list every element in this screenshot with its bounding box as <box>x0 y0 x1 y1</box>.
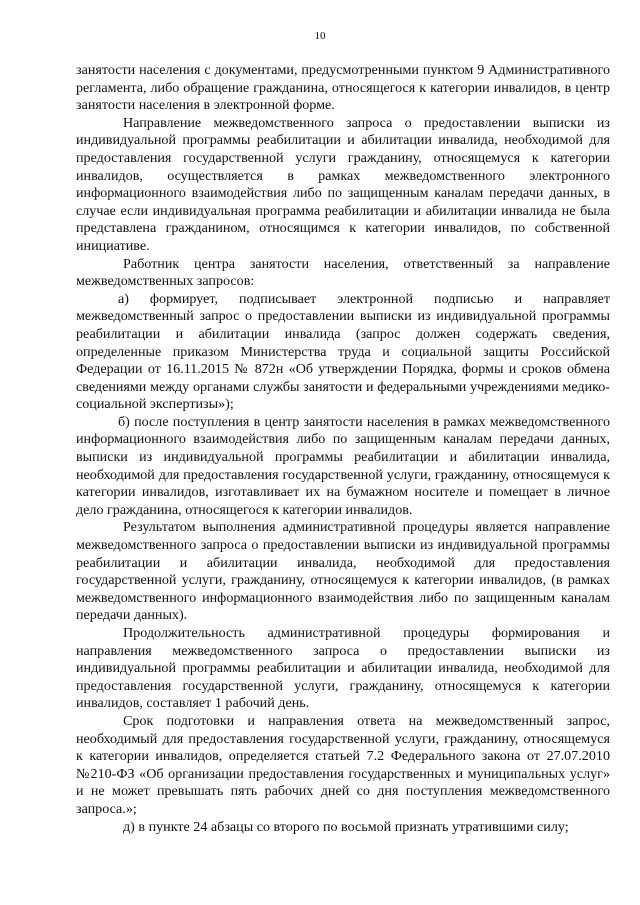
list-item-d: д) в пункте 24 абзацы со второго по восьмой признать утратившими силу; <box>123 818 569 835</box>
list-item-a: а) формирует, подписывает электронной подписью и направляет межведомственный запрос о предоставлении выписки из индивидуальной программы реабилитации и абилитации инвалида (запрос должен содержать сведения, определенные приказом Министерства труда и социальной защиты Российской Федерации от 16.11.2015 № 872н «Об утверждении Порядка, формы и сроков обмена сведениями между органами службы занятости и федеральными учреждениями медико-социальной экспертизы»); <box>76 290 610 413</box>
document-body <box>76 62 610 836</box>
paragraph-continuation: занятости населения с документами, предусмотренными пунктом 9 Административного регламента, либо обращение гражданина, относящегося к категории инвалидов, в центр занятости населения в электронной форме. <box>76 62 610 114</box>
paragraph-result: Результатом выполнения административной процедуры является направление межведомственного запроса о предоставлении выписки из индивидуальной программы реабилитации и абилитации инвалида, необходимой для предоставления государственной услуги, гражданину, относящемуся к категории инвалидов, (в рамках межведомственного информационного взаимодействия либо по защищенным каналам передачи данных). <box>76 519 610 624</box>
paragraph-response-deadline: Срок подготовки и направления ответа на межведомственный запрос, необходимый для предоставления государственной услуги, гражданину, относящемуся к категории инвалидов, определяется статьей 7.2 Федерального закона от 27.07.2010 №210-ФЗ «Об организации предоставления государственных и муниципальных услуг» и не может превышать пять рабочих дней со дня поступления межведомственного запроса.»; <box>76 712 610 817</box>
page-number: 10 <box>314 30 326 42</box>
paragraph-interagency-request: Направление межведомственного запроса о предоставлении выписки из индивидуальной программы реабилитации и абилитации инвалида, необходимой для предоставления государственной услуги гражданину, относящемуся к категории инвалидов, осуществляется в рамках межведомственного электронного информационного взаимодействия либо по защищенным каналам передачи данных, в случае если индивидуальная программа реабилитации и абилитации инвалида не была представлена гражданином, относящимся к категории инвалидов, по собственной инициативе. <box>76 114 610 254</box>
paragraph-duration: Продолжительность административной процедуры формирования и направления межведомственного запроса о предоставлении выписки из индивидуальной программы реабилитации и абилитации инвалида, необходимой для предоставления государственной услуги, гражданину, относящемуся к категории инвалидов, составляет 1 рабочий день. <box>76 625 610 712</box>
paragraph-responsible-employee: Работник центра занятости населения, ответственный за направление межведомственных запросов: <box>76 255 610 290</box>
list-item-b: б) после поступления в центр занятости населения в рамках межведомственного информационного взаимодействия либо по защищенным каналам передачи данных, выписки из индивидуальной программы реабилитации и абилитации инвалида, необходимой для предоставления государственной услуги, гражданину, относящемуся к категории инвалидов, изготавливает их на бумажном носителе и помещает в личное дело гражданина, относящегося к категории инвалидов. <box>76 413 610 518</box>
